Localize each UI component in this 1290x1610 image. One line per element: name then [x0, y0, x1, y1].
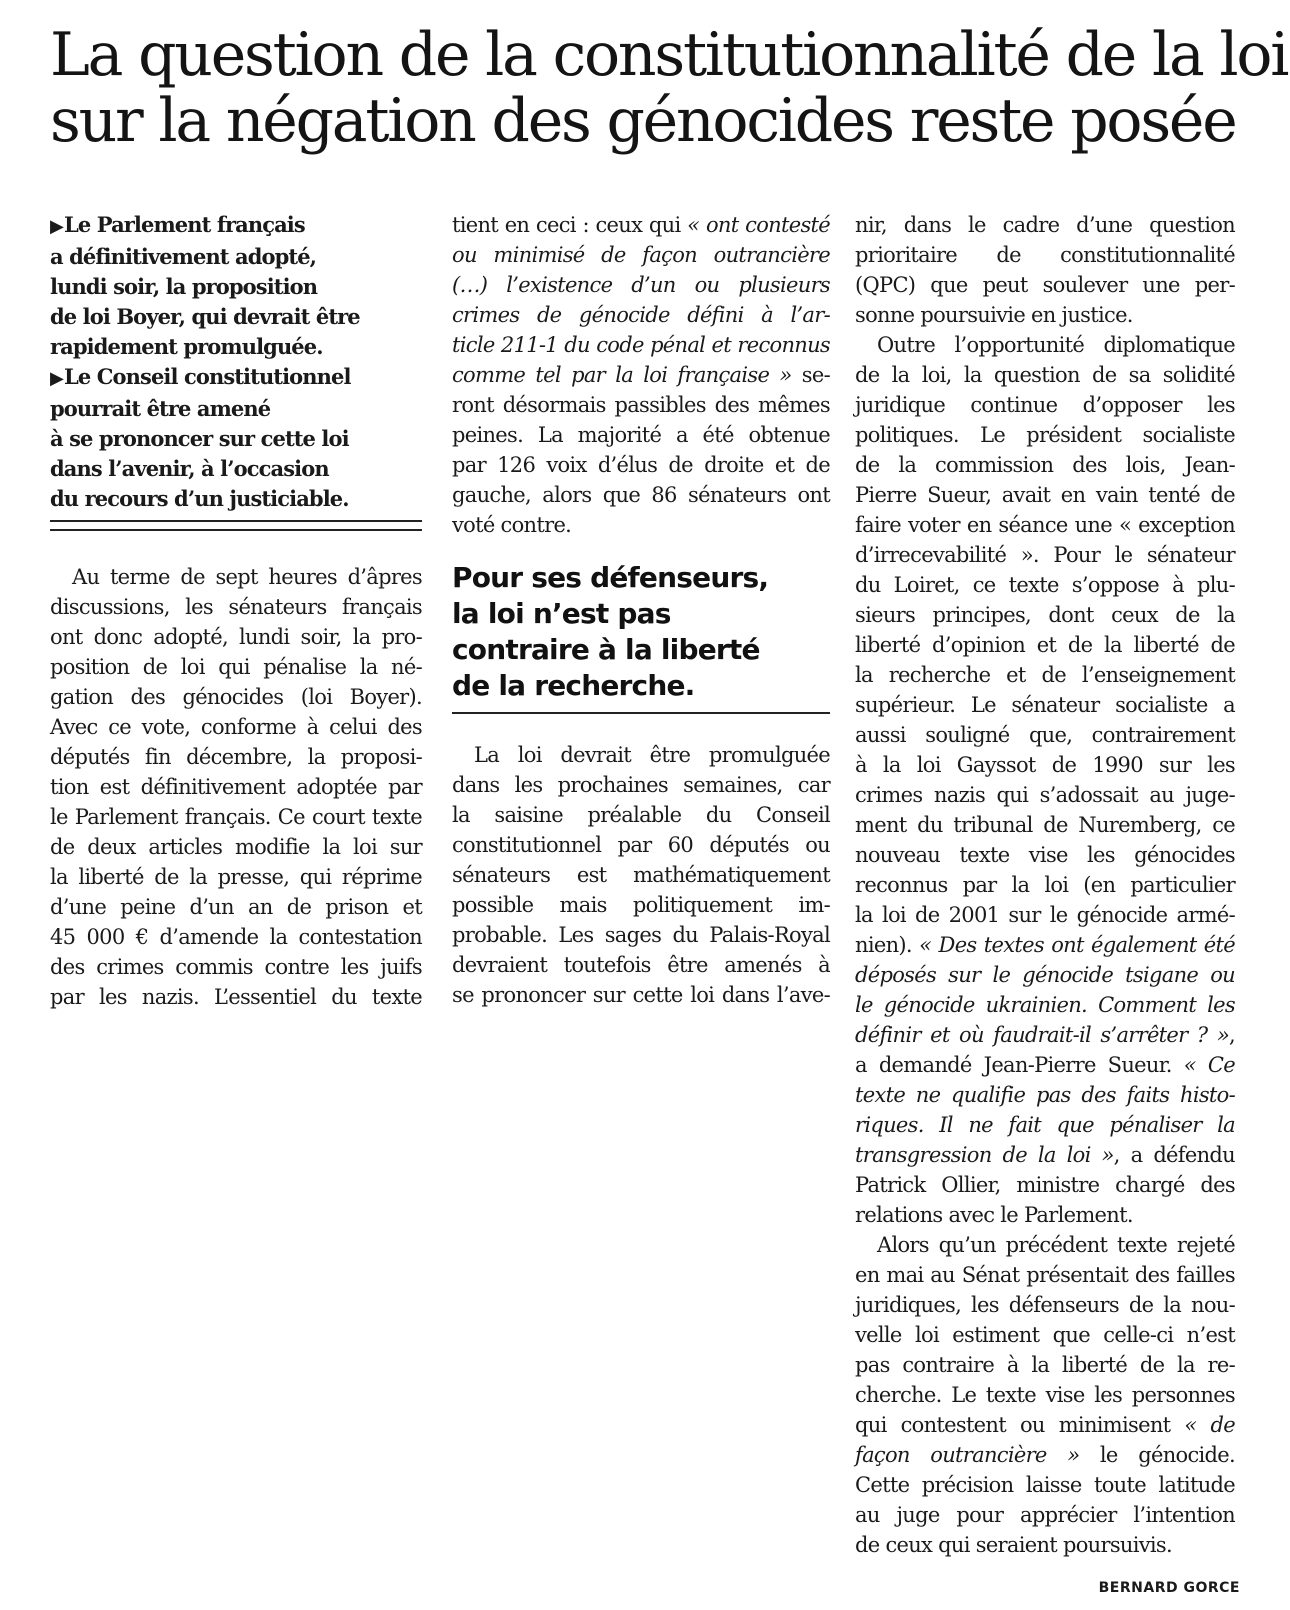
intertitle-divider	[452, 712, 830, 714]
column-1-body: Au terme de sept heures d’âpres discussions, les sénateurs français ont donc adopté, lundi soir, la pro- position de loi qui pénalise la né- gation des génocides (loi Boyer). Avec ce vote, conforme à celui des députés fin décembre, la proposi- tion est définitivement adoptée par le Parlement français. Ce court texte de deux articles modifie la loi sur la liberté de la presse, qui réprime d’une peine d’un an de prison et 45 000 € d’amende la contestation des crimes commis contre les juifs par les nazis. L’essentiel du texte	[50, 565, 422, 1009]
chapo-bullet-2: ▶Le Conseil constitutionnel pourrait être amené à se prononcer sur cette loi dans l’avenir, à l’occasion du recours d’un justiciable.	[50, 364, 351, 511]
triangle-bullet-icon: ▶	[50, 368, 63, 389]
headline-line-1: La question de la constitutionnalité de la loi	[50, 20, 1288, 90]
author-signature: BERNARD GORCE	[1098, 1580, 1240, 1596]
triangle-bullet-icon: ▶	[50, 216, 63, 237]
chapo-divider	[50, 520, 422, 531]
intertitle: Pour ses défenseurs, la loi n’est pas contraire à la liberté de la recherche.	[452, 561, 769, 702]
chapo-bullet-1: ▶Le Parlement français a définitivement adopté, lundi soir, la proposition de loi Boyer, qui devrait être rapidement promulguée.	[50, 212, 360, 359]
column-3: nir, dans le cadre d’une question prioritaire de constitutionnalité (QPC) que peut soulever une per- sonne poursuivie en justice. Outre l’opportunité diplomatique de la loi, la question de sa solidité juridique continue d’opposer les politiques. Le président socialiste de la commission des lois, Jean- Pierre Sueur, avait en vain tenté de faire voter en séance une « exception d’irrecevabilité ». Pour le sénateur du Loiret, ce texte s’oppose à plu- sieurs principes, dont ceux de la liberté d’opinion et de la liberté de la recherche et de l’enseignement supérieur. Le sénateur socialiste a aussi souligné que, contrairement à la loi Gayssot de 1990 sur les crimes nazis qui s’adossait au juge- ment du tribunal de Nuremberg, ce nouveau texte vise les génocides reconnus par la loi (en particulier la loi de 2001 sur le génocide armé- nien). « Des textes ont également été déposés sur le génocide tsigane ou le génocide ukrainien. Comment les définir et où faudrait-il s’arrêter ? », a demandé Jean-Pierre Sueur. « Ce texte ne qualifie pas des faits histo- riques. Il ne fait que pénaliser la transgression de la loi », a défendu Patrick Ollier, ministre chargé des relations avec le Parlement. Alors qu’un précédent texte rejeté en mai au Sénat présentait des failles juridiques, les défenseurs de la nou- velle loi estiment que celle-ci n’est pas contraire à la liberté de la re- cherche. Le texte vise les personnes qui contestent ou minimisent « de façon outrancière » le génocide. Cette précision laisse toute latitude au juge pour apprécier l’intention de ceux qui seraient poursuivis.	[855, 213, 1235, 1557]
column-2: tient en ceci : ceux qui « ont contesté ou minimisé de façon outrancière (…) l’existence d’un ou plusieurs crimes de génocide défini à l’ar- ticle 211-1 du code pénal et reconnus comme tel par la loi française » se- ront désormais passibles des mêmes peines. La majorité a été obtenue par 126 voix d’élus de droite et de gauche, alors que 86 sénateurs ont voté contre.	[452, 213, 830, 537]
headline	[50, 20, 1288, 156]
column-2-body: La loi devrait être promulguée dans les prochaines semaines, car la saisine préalable du Conseil constitutionnel par 60 députés ou sénateurs est mathématiquement possible mais politiquement im- probable. Les sages du Palais-Royal devraient toutefois être amenés à se prononcer sur cette loi dans l’ave-	[452, 743, 830, 1007]
column-1	[50, 210, 430, 514]
headline-line-2: sur la négation des génocides reste posée	[50, 86, 1236, 156]
